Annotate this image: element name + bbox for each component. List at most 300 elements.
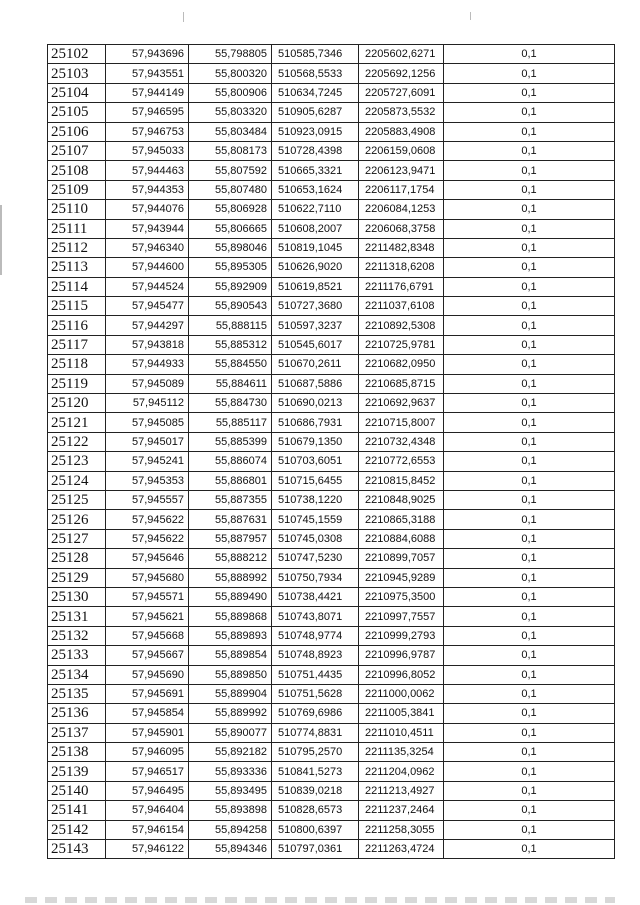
- y-coordinate-cell: 2210892,5308: [359, 316, 444, 335]
- accuracy-cell: 0,1: [444, 219, 615, 238]
- table-row: [48, 258, 615, 277]
- accuracy-cell: 0,1: [444, 258, 615, 277]
- latitude-cell: 57,944076: [106, 200, 189, 219]
- longitude-cell: 55,890077: [189, 723, 272, 742]
- longitude-cell: 55,893336: [189, 762, 272, 781]
- latitude-cell: 57,946154: [106, 820, 189, 839]
- latitude-cell: 57,946495: [106, 781, 189, 800]
- latitude-cell: 57,944149: [106, 83, 189, 102]
- y-coordinate-cell: 2205883,4908: [359, 122, 444, 141]
- table-row: [48, 452, 615, 471]
- longitude-cell: 55,895305: [189, 258, 272, 277]
- x-coordinate-cell: 510839,0218: [272, 781, 359, 800]
- table-row: [48, 490, 615, 509]
- y-coordinate-cell: 2206159,0608: [359, 141, 444, 160]
- point-number-cell: 25106: [48, 122, 106, 141]
- table-row: [48, 704, 615, 723]
- x-coordinate-cell: 510841,5273: [272, 762, 359, 781]
- longitude-cell: 55,893495: [189, 781, 272, 800]
- accuracy-cell: 0,1: [444, 607, 615, 626]
- latitude-cell: 57,943696: [106, 45, 189, 64]
- longitude-cell: 55,800320: [189, 64, 272, 83]
- point-number-cell: 25132: [48, 626, 106, 645]
- accuracy-cell: 0,1: [444, 568, 615, 587]
- longitude-cell: 55,884611: [189, 374, 272, 393]
- longitude-cell: 55,890543: [189, 297, 272, 316]
- point-number-cell: 25140: [48, 781, 106, 800]
- point-number-cell: 25112: [48, 238, 106, 257]
- x-coordinate-cell: 510769,6986: [272, 704, 359, 723]
- point-number-cell: 25104: [48, 83, 106, 102]
- table-row: [48, 316, 615, 335]
- point-number-cell: 25125: [48, 490, 106, 509]
- longitude-cell: 55,884730: [189, 394, 272, 413]
- accuracy-cell: 0,1: [444, 297, 615, 316]
- longitude-cell: 55,884550: [189, 355, 272, 374]
- longitude-cell: 55,888992: [189, 568, 272, 587]
- table-row: [48, 549, 615, 568]
- latitude-cell: 57,946122: [106, 840, 189, 859]
- latitude-cell: 57,945621: [106, 607, 189, 626]
- latitude-cell: 57,945112: [106, 394, 189, 413]
- latitude-cell: 57,945033: [106, 141, 189, 160]
- table-row: [48, 684, 615, 703]
- accuracy-cell: 0,1: [444, 413, 615, 432]
- table-row: [48, 723, 615, 742]
- accuracy-cell: 0,1: [444, 180, 615, 199]
- point-number-cell: 25119: [48, 374, 106, 393]
- point-number-cell: 25105: [48, 103, 106, 122]
- point-number-cell: 25120: [48, 394, 106, 413]
- table-row: [48, 471, 615, 490]
- x-coordinate-cell: 510597,3237: [272, 316, 359, 335]
- latitude-cell: 57,945622: [106, 529, 189, 548]
- latitude-cell: 57,945680: [106, 568, 189, 587]
- y-coordinate-cell: 2211237,2464: [359, 801, 444, 820]
- x-coordinate-cell: 510690,0213: [272, 394, 359, 413]
- y-coordinate-cell: 2206123,9471: [359, 161, 444, 180]
- x-coordinate-cell: 510686,7931: [272, 413, 359, 432]
- x-coordinate-cell: 510745,1559: [272, 510, 359, 529]
- point-number-cell: 25139: [48, 762, 106, 781]
- longitude-cell: 55,806928: [189, 200, 272, 219]
- longitude-cell: 55,889490: [189, 587, 272, 606]
- latitude-cell: 57,945017: [106, 432, 189, 451]
- y-coordinate-cell: 2210997,7557: [359, 607, 444, 626]
- point-number-cell: 25113: [48, 258, 106, 277]
- accuracy-cell: 0,1: [444, 141, 615, 160]
- accuracy-cell: 0,1: [444, 626, 615, 645]
- table-row: [48, 161, 615, 180]
- latitude-cell: 57,944524: [106, 277, 189, 296]
- point-number-cell: 25123: [48, 452, 106, 471]
- table-row: [48, 626, 615, 645]
- latitude-cell: 57,944600: [106, 258, 189, 277]
- point-number-cell: 25138: [48, 743, 106, 762]
- accuracy-cell: 0,1: [444, 587, 615, 606]
- x-coordinate-cell: 510828,6573: [272, 801, 359, 820]
- latitude-cell: 57,944463: [106, 161, 189, 180]
- latitude-cell: 57,945477: [106, 297, 189, 316]
- accuracy-cell: 0,1: [444, 646, 615, 665]
- accuracy-cell: 0,1: [444, 122, 615, 141]
- accuracy-cell: 0,1: [444, 161, 615, 180]
- table-row: [48, 607, 615, 626]
- latitude-cell: 57,945353: [106, 471, 189, 490]
- accuracy-cell: 0,1: [444, 704, 615, 723]
- longitude-cell: 55,803484: [189, 122, 272, 141]
- scan-artifact-bottom: [25, 897, 615, 903]
- longitude-cell: 55,887957: [189, 529, 272, 548]
- x-coordinate-cell: 510619,8521: [272, 277, 359, 296]
- longitude-cell: 55,807480: [189, 180, 272, 199]
- x-coordinate-cell: 510905,6287: [272, 103, 359, 122]
- x-coordinate-cell: 510608,2007: [272, 219, 359, 238]
- longitude-cell: 55,798805: [189, 45, 272, 64]
- x-coordinate-cell: 510545,6017: [272, 335, 359, 354]
- x-coordinate-cell: 510751,4435: [272, 665, 359, 684]
- latitude-cell: 57,943551: [106, 64, 189, 83]
- coordinates-table-wrapper: [47, 44, 615, 859]
- x-coordinate-cell: 510679,1350: [272, 432, 359, 451]
- accuracy-cell: 0,1: [444, 665, 615, 684]
- accuracy-cell: 0,1: [444, 743, 615, 762]
- y-coordinate-cell: 2205602,6271: [359, 45, 444, 64]
- longitude-cell: 55,800906: [189, 83, 272, 102]
- point-number-cell: 25142: [48, 820, 106, 839]
- accuracy-cell: 0,1: [444, 432, 615, 451]
- table-row: [48, 180, 615, 199]
- table-row: [48, 394, 615, 413]
- y-coordinate-cell: 2206084,1253: [359, 200, 444, 219]
- accuracy-cell: 0,1: [444, 200, 615, 219]
- x-coordinate-cell: 510728,4398: [272, 141, 359, 160]
- point-number-cell: 25102: [48, 45, 106, 64]
- table-row: [48, 840, 615, 859]
- accuracy-cell: 0,1: [444, 781, 615, 800]
- point-number-cell: 25109: [48, 180, 106, 199]
- accuracy-cell: 0,1: [444, 840, 615, 859]
- table-row: [48, 277, 615, 296]
- table-row: [48, 529, 615, 548]
- table-row: [48, 413, 615, 432]
- table-row: [48, 103, 615, 122]
- accuracy-cell: 0,1: [444, 64, 615, 83]
- y-coordinate-cell: 2210865,3188: [359, 510, 444, 529]
- longitude-cell: 55,889992: [189, 704, 272, 723]
- y-coordinate-cell: 2211263,4724: [359, 840, 444, 859]
- longitude-cell: 55,888212: [189, 549, 272, 568]
- table-row: [48, 64, 615, 83]
- longitude-cell: 55,885399: [189, 432, 272, 451]
- x-coordinate-cell: 510653,1624: [272, 180, 359, 199]
- y-coordinate-cell: 2211204,0962: [359, 762, 444, 781]
- point-number-cell: 25111: [48, 219, 106, 238]
- point-number-cell: 25115: [48, 297, 106, 316]
- table-row: [48, 665, 615, 684]
- accuracy-cell: 0,1: [444, 83, 615, 102]
- longitude-cell: 55,887355: [189, 490, 272, 509]
- y-coordinate-cell: 2205727,6091: [359, 83, 444, 102]
- latitude-cell: 57,945668: [106, 626, 189, 645]
- scan-artifact-top-right: [470, 12, 471, 20]
- table-row: [48, 83, 615, 102]
- latitude-cell: 57,944933: [106, 355, 189, 374]
- y-coordinate-cell: 2211213,4927: [359, 781, 444, 800]
- table-row: [48, 200, 615, 219]
- table-row: [48, 432, 615, 451]
- y-coordinate-cell: 2210899,7057: [359, 549, 444, 568]
- accuracy-cell: 0,1: [444, 238, 615, 257]
- longitude-cell: 55,889868: [189, 607, 272, 626]
- longitude-cell: 55,894258: [189, 820, 272, 839]
- accuracy-cell: 0,1: [444, 471, 615, 490]
- x-coordinate-cell: 510738,4421: [272, 587, 359, 606]
- longitude-cell: 55,892182: [189, 743, 272, 762]
- longitude-cell: 55,885312: [189, 335, 272, 354]
- longitude-cell: 55,885117: [189, 413, 272, 432]
- longitude-cell: 55,886801: [189, 471, 272, 490]
- point-number-cell: 25121: [48, 413, 106, 432]
- latitude-cell: 57,945622: [106, 510, 189, 529]
- accuracy-cell: 0,1: [444, 394, 615, 413]
- table-row: [48, 568, 615, 587]
- x-coordinate-cell: 510626,9020: [272, 258, 359, 277]
- latitude-cell: 57,944353: [106, 180, 189, 199]
- table-row: [48, 122, 615, 141]
- point-number-cell: 25134: [48, 665, 106, 684]
- point-number-cell: 25130: [48, 587, 106, 606]
- longitude-cell: 55,806665: [189, 219, 272, 238]
- point-number-cell: 25128: [48, 549, 106, 568]
- y-coordinate-cell: 2210848,9025: [359, 490, 444, 509]
- y-coordinate-cell: 2205692,1256: [359, 64, 444, 83]
- x-coordinate-cell: 510774,8831: [272, 723, 359, 742]
- x-coordinate-cell: 510797,0361: [272, 840, 359, 859]
- latitude-cell: 57,945557: [106, 490, 189, 509]
- latitude-cell: 57,946340: [106, 238, 189, 257]
- x-coordinate-cell: 510585,7346: [272, 45, 359, 64]
- accuracy-cell: 0,1: [444, 529, 615, 548]
- point-number-cell: 25135: [48, 684, 106, 703]
- latitude-cell: 57,943818: [106, 335, 189, 354]
- x-coordinate-cell: 510665,3321: [272, 161, 359, 180]
- y-coordinate-cell: 2210732,4348: [359, 432, 444, 451]
- table-row: [48, 801, 615, 820]
- x-coordinate-cell: 510800,6397: [272, 820, 359, 839]
- latitude-cell: 57,945241: [106, 452, 189, 471]
- latitude-cell: 57,945571: [106, 587, 189, 606]
- accuracy-cell: 0,1: [444, 684, 615, 703]
- longitude-cell: 55,888115: [189, 316, 272, 335]
- longitude-cell: 55,808173: [189, 141, 272, 160]
- y-coordinate-cell: 2210996,9787: [359, 646, 444, 665]
- accuracy-cell: 0,1: [444, 103, 615, 122]
- longitude-cell: 55,892909: [189, 277, 272, 296]
- y-coordinate-cell: 2211037,6108: [359, 297, 444, 316]
- y-coordinate-cell: 2210999,2793: [359, 626, 444, 645]
- longitude-cell: 55,894346: [189, 840, 272, 859]
- y-coordinate-cell: 2210884,6088: [359, 529, 444, 548]
- x-coordinate-cell: 510747,5230: [272, 549, 359, 568]
- point-number-cell: 25141: [48, 801, 106, 820]
- table-row: [48, 355, 615, 374]
- latitude-cell: 57,943944: [106, 219, 189, 238]
- point-number-cell: 25129: [48, 568, 106, 587]
- accuracy-cell: 0,1: [444, 374, 615, 393]
- x-coordinate-cell: 510923,0915: [272, 122, 359, 141]
- point-number-cell: 25136: [48, 704, 106, 723]
- y-coordinate-cell: 2210945,9289: [359, 568, 444, 587]
- accuracy-cell: 0,1: [444, 549, 615, 568]
- longitude-cell: 55,898046: [189, 238, 272, 257]
- longitude-cell: 55,889904: [189, 684, 272, 703]
- y-coordinate-cell: 2211482,8348: [359, 238, 444, 257]
- accuracy-cell: 0,1: [444, 45, 615, 64]
- latitude-cell: 57,945646: [106, 549, 189, 568]
- y-coordinate-cell: 2210715,8007: [359, 413, 444, 432]
- x-coordinate-cell: 510819,1045: [272, 238, 359, 257]
- table-row: [48, 297, 615, 316]
- y-coordinate-cell: 2211176,6791: [359, 277, 444, 296]
- longitude-cell: 55,889893: [189, 626, 272, 645]
- latitude-cell: 57,945691: [106, 684, 189, 703]
- scan-artifact-top: [183, 12, 184, 22]
- longitude-cell: 55,887631: [189, 510, 272, 529]
- latitude-cell: 57,946095: [106, 743, 189, 762]
- accuracy-cell: 0,1: [444, 820, 615, 839]
- point-number-cell: 25110: [48, 200, 106, 219]
- latitude-cell: 57,946404: [106, 801, 189, 820]
- coordinates-table: [47, 44, 615, 859]
- y-coordinate-cell: 2210772,6553: [359, 452, 444, 471]
- longitude-cell: 55,886074: [189, 452, 272, 471]
- y-coordinate-cell: 2210815,8452: [359, 471, 444, 490]
- latitude-cell: 57,945667: [106, 646, 189, 665]
- y-coordinate-cell: 2211318,6208: [359, 258, 444, 277]
- x-coordinate-cell: 510634,7245: [272, 83, 359, 102]
- longitude-cell: 55,889854: [189, 646, 272, 665]
- table-row: [48, 238, 615, 257]
- point-number-cell: 25114: [48, 277, 106, 296]
- table-row: [48, 335, 615, 354]
- y-coordinate-cell: 2211005,3841: [359, 704, 444, 723]
- point-number-cell: 25108: [48, 161, 106, 180]
- point-number-cell: 25127: [48, 529, 106, 548]
- point-number-cell: 25133: [48, 646, 106, 665]
- y-coordinate-cell: 2206068,3758: [359, 219, 444, 238]
- accuracy-cell: 0,1: [444, 277, 615, 296]
- table-row: [48, 141, 615, 160]
- x-coordinate-cell: 510738,1220: [272, 490, 359, 509]
- scan-artifact-left: [0, 205, 2, 275]
- x-coordinate-cell: 510748,8923: [272, 646, 359, 665]
- x-coordinate-cell: 510795,2570: [272, 743, 359, 762]
- accuracy-cell: 0,1: [444, 762, 615, 781]
- longitude-cell: 55,807592: [189, 161, 272, 180]
- point-number-cell: 25117: [48, 335, 106, 354]
- table-row: [48, 219, 615, 238]
- point-number-cell: 25118: [48, 355, 106, 374]
- table-row: [48, 781, 615, 800]
- latitude-cell: 57,945854: [106, 704, 189, 723]
- x-coordinate-cell: 510703,6051: [272, 452, 359, 471]
- table-row: [48, 646, 615, 665]
- y-coordinate-cell: 2211000,0062: [359, 684, 444, 703]
- latitude-cell: 57,946595: [106, 103, 189, 122]
- y-coordinate-cell: 2210682,0950: [359, 355, 444, 374]
- x-coordinate-cell: 510743,8071: [272, 607, 359, 626]
- accuracy-cell: 0,1: [444, 316, 615, 335]
- accuracy-cell: 0,1: [444, 510, 615, 529]
- point-number-cell: 25143: [48, 840, 106, 859]
- point-number-cell: 25126: [48, 510, 106, 529]
- x-coordinate-cell: 510687,5886: [272, 374, 359, 393]
- point-number-cell: 25131: [48, 607, 106, 626]
- x-coordinate-cell: 510715,6455: [272, 471, 359, 490]
- accuracy-cell: 0,1: [444, 490, 615, 509]
- point-number-cell: 25103: [48, 64, 106, 83]
- table-row: [48, 762, 615, 781]
- x-coordinate-cell: 510748,9774: [272, 626, 359, 645]
- accuracy-cell: 0,1: [444, 452, 615, 471]
- latitude-cell: 57,946753: [106, 122, 189, 141]
- point-number-cell: 25116: [48, 316, 106, 335]
- point-number-cell: 25107: [48, 141, 106, 160]
- table-row: [48, 587, 615, 606]
- table-row: [48, 743, 615, 762]
- x-coordinate-cell: 510751,5628: [272, 684, 359, 703]
- point-number-cell: 25124: [48, 471, 106, 490]
- y-coordinate-cell: 2206117,1754: [359, 180, 444, 199]
- point-number-cell: 25137: [48, 723, 106, 742]
- accuracy-cell: 0,1: [444, 801, 615, 820]
- x-coordinate-cell: 510622,7110: [272, 200, 359, 219]
- y-coordinate-cell: 2205873,5532: [359, 103, 444, 122]
- table-row: [48, 45, 615, 64]
- longitude-cell: 55,889850: [189, 665, 272, 684]
- longitude-cell: 55,803320: [189, 103, 272, 122]
- longitude-cell: 55,893898: [189, 801, 272, 820]
- coordinates-table-body: [48, 45, 615, 859]
- x-coordinate-cell: 510745,0308: [272, 529, 359, 548]
- y-coordinate-cell: 2210685,8715: [359, 374, 444, 393]
- y-coordinate-cell: 2210692,9637: [359, 394, 444, 413]
- latitude-cell: 57,945901: [106, 723, 189, 742]
- y-coordinate-cell: 2211258,3055: [359, 820, 444, 839]
- point-number-cell: 25122: [48, 432, 106, 451]
- accuracy-cell: 0,1: [444, 355, 615, 374]
- latitude-cell: 57,945085: [106, 413, 189, 432]
- latitude-cell: 57,946517: [106, 762, 189, 781]
- y-coordinate-cell: 2211010,4511: [359, 723, 444, 742]
- y-coordinate-cell: 2210975,3500: [359, 587, 444, 606]
- table-row: [48, 510, 615, 529]
- latitude-cell: 57,945089: [106, 374, 189, 393]
- latitude-cell: 57,945690: [106, 665, 189, 684]
- accuracy-cell: 0,1: [444, 335, 615, 354]
- accuracy-cell: 0,1: [444, 723, 615, 742]
- table-row: [48, 374, 615, 393]
- x-coordinate-cell: 510750,7934: [272, 568, 359, 587]
- x-coordinate-cell: 510727,3680: [272, 297, 359, 316]
- y-coordinate-cell: 2210725,9781: [359, 335, 444, 354]
- table-row: [48, 820, 615, 839]
- latitude-cell: 57,944297: [106, 316, 189, 335]
- x-coordinate-cell: 510670,2611: [272, 355, 359, 374]
- y-coordinate-cell: 2211135,3254: [359, 743, 444, 762]
- x-coordinate-cell: 510568,5533: [272, 64, 359, 83]
